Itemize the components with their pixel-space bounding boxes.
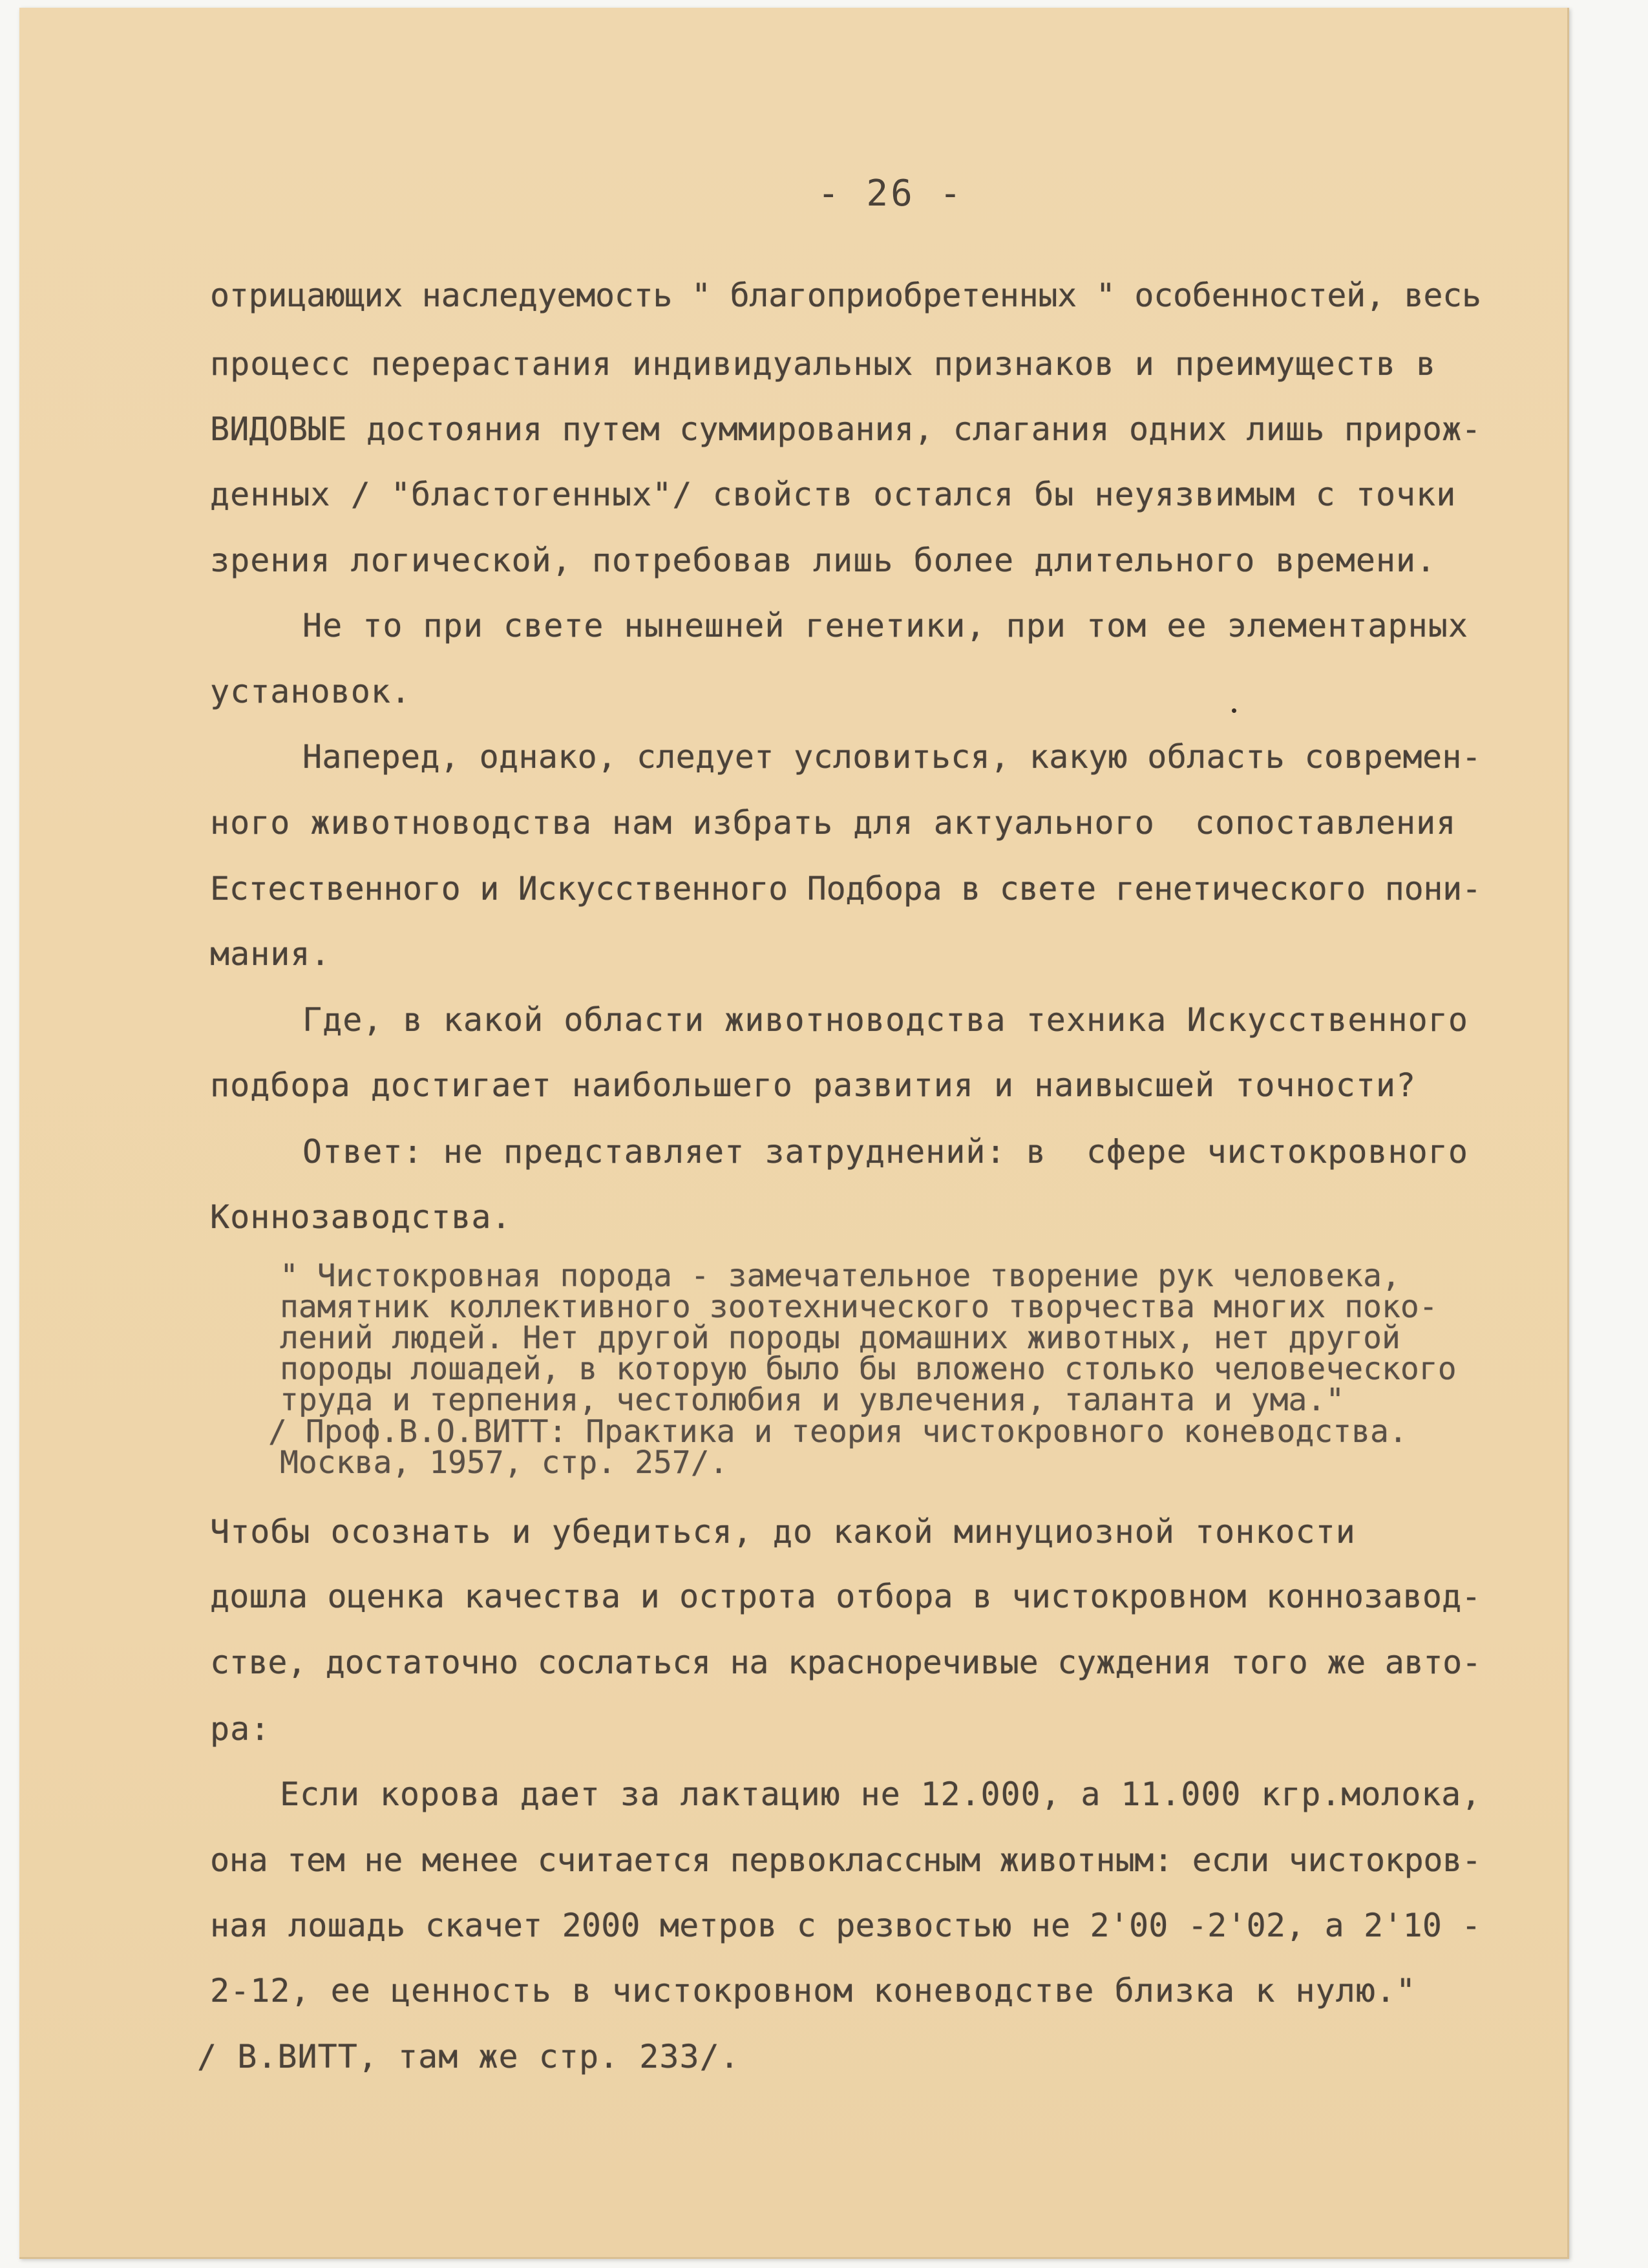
body-text-line: Ответ: не представляет затруднений: в сфере чистокровного <box>302 1133 1468 1171</box>
body-text-line: Где, в какой области животноводства техника Искусственного <box>302 1001 1468 1039</box>
body-text-line: она тем не менее считается первоклассным животным: если чистокров- <box>210 1841 1481 1879</box>
body-text-line: денных / "бластогенных"/ свойств остался бы неуязвимым с точки <box>210 476 1457 513</box>
body-text-line: Коннозаводства. <box>210 1198 512 1236</box>
body-text-line: ная лошадь скачет 2000 метров с резвостью не 2'00 -2'02, а 2'10 - <box>210 1907 1481 1944</box>
ink-speck <box>1232 708 1236 713</box>
quote-line: памятник коллективного зоотехнического творчества многих поко- <box>280 1289 1438 1325</box>
body-text-line: отрицающих наследуемость " благоприобретенных " особенностей, весь <box>210 277 1481 314</box>
quote-line: породы лошадей, в которую было бы вложено столько человеческого <box>280 1351 1457 1387</box>
body-text-line: Чтобы осознать и убедиться, до какой минуциозной тонкости <box>210 1513 1356 1551</box>
quote-line: труда и терпения, честолюбия и увлечения, таланта и ума." <box>280 1382 1345 1418</box>
body-text-line: процесс перерастания индивидуальных признаков и преимуществ в <box>210 345 1437 383</box>
body-text-line: ВИДОВЫЕ достояния путем суммирования, слагания одних лишь прирож- <box>210 410 1481 448</box>
quote-line: Москва, 1957, стр. 257/. <box>280 1445 728 1481</box>
body-text-line: ра: <box>210 1710 271 1748</box>
body-text-line: ного животноводства нам избрать для актуального сопоставления <box>210 804 1457 842</box>
body-text-line: подбора достигает наибольшего развития и наивысшей точности? <box>210 1066 1417 1104</box>
quote-line: / Проф.В.О.ВИТТ: Практика и теория чистокровного коневодства. <box>268 1414 1408 1450</box>
quote-line: " Чистокровная порода - замечательное творение рук человека, <box>280 1258 1400 1294</box>
body-text-line: Наперед, однако, следует условиться, какую область современ- <box>302 738 1482 776</box>
body-text-line: установок. <box>210 673 412 710</box>
body-text-line: / В.ВИТТ, там же стр. 233/. <box>197 2038 740 2075</box>
body-text-line: дошла оценка качества и острота отбора в чистокровном коннозавод- <box>210 1578 1481 1615</box>
page-number: - 26 - <box>818 173 964 215</box>
body-text-line: стве, достаточно сослаться на красноречивые суждения того же авто- <box>210 1644 1481 1681</box>
body-text-line: Если корова дает за лактацию не 12.000, а 11.000 кгр.молока, <box>280 1775 1482 1813</box>
body-text-line: зрения логической, потребовав лишь более длительного времени. <box>210 542 1437 579</box>
body-text-line: Не то при свете нынешней генетики, при том ее элементарных <box>302 607 1468 644</box>
body-text-line: Естественного и Искусственного Подбора в свете генетического пони- <box>210 870 1481 907</box>
quote-line: лений людей. Нет другой породы домашних животных, нет другой <box>280 1320 1400 1356</box>
body-text-line: мания. <box>210 935 331 973</box>
body-text-line: 2-12, ее ценность в чистокровном коневодстве близка к нулю." <box>210 1972 1417 2009</box>
